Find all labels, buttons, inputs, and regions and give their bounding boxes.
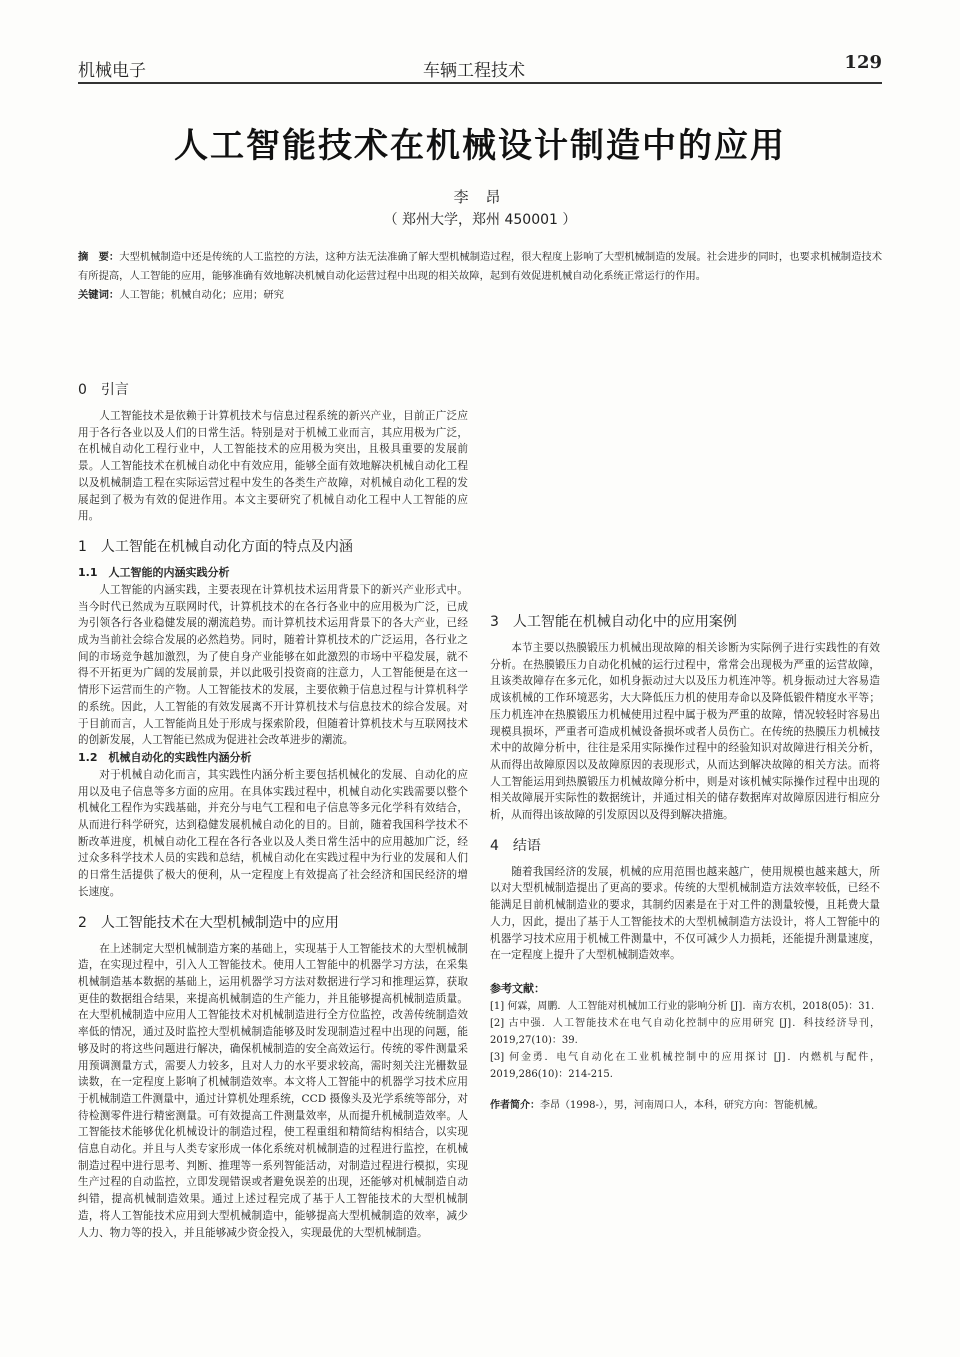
author-bio-label: 作者简介： xyxy=(490,1099,540,1111)
reference-item: [1] 何霖，周鹏．人工智能对机械加工行业的影响分析 [J]．南方农机，2018(05)：31. xyxy=(490,1000,875,1012)
abstract xyxy=(78,248,882,286)
section-heading-2: 2 人工智能技术在大型机械制造中的应用 xyxy=(78,914,339,931)
paper-title: 人工智能技术在机械设计制造中的应用 xyxy=(174,126,786,166)
section-heading-1: 1 人工智能在机械自动化方面的特点及内涵 xyxy=(78,538,353,555)
abstract-label: 摘 要： xyxy=(78,251,120,263)
paragraph-intro: 人工智能技术是依赖于计算机技术与信息过程系统的新兴产业，目前正广泛应用于各行各业以及人们的日常生活。特别是对于机械工业而言，其应用极为广泛，在机械自动化工程行业中，人工智能技术的应用极为突出，且极具重要的发展前景。人工智能技术在机械自动化中有效应用，能够全面有效地解决机械自动化工程以及机械制造工程在实际运营过程中发生的各类生产故障，对机械自动化工程的发展起到了极为有效的促进作用。本文主要研究了机械自动化工程中人工智能的应用。 xyxy=(78,410,468,523)
abstract-block xyxy=(78,248,882,305)
author-bio xyxy=(490,1097,880,1114)
references-heading: 参考文献： xyxy=(490,981,545,995)
section-name: 车辆工程技术 xyxy=(423,61,525,81)
paragraph-3: 本节主要以热膜锻压力机械出现故障的相关诊断为实际例子进行实践性的有效分析。在热膜锻压力自动化机械的运行过程中，常常会出现极为严重的运营故障，且该类故障存在多元化，如机身振动过大以及压力机连冲等。机身振动过大容易造成该机械的工作环境恶劣，大大降低压力机的使用寿命以及降低锻件精度水平等；压力机连冲在热膜锻压力机械使用过程中属于极为严重的故障，情况较轻时容易出现模具损坏，严重者可造成机械设备损坏或者人员伤亡。在传统的热膜压力机械技术中的故障分析中，往往是采用实际操作过程中的经验知识对故障进行相关分析，从而得出故障原因以及故障原因的表现形式，从而达到解决故障的相关方法。而将人工智能运用到热膜锻压力机械故障分析中，则是对该机械实际操作过程中出现的相关故障展开实际性的数据统计，并通过相关的储存数据库对故障原因进行相应分析，从而得出该故障的引发原因以及得到解决措施。 xyxy=(490,642,880,822)
paragraph-1-1: 人工智能的内涵实践，主要表现在计算机技术运用背景下的新兴产业形式中。当今时代已然成为互联网时代，计算机技术的在各行各业中的应用极为广泛，已成为引领各行各业稳健发展的潮流趋势。而计算机技术运用背景下的各大产业，已经成为当前社会综合发展的必然趋势。同时，随着计算机技术的广泛运用，各行业之间的市场竞争越加激烈，为了使自身产业能够在如此激烈的市场中平稳发展，就不得不开拓更为广阔的发展前景，并以此吸引投资商的注意力，人工智能便是在这一情形下运营而生的产物。人工智能技术的发展，主要依赖于信息过程与计算机科学的系统。因此，人工智能的有效发展离不开计算机技术与信息技术的综合发展。对于目前而言，人工智能尚且处于形成与探索阶段，但随着计算机技术与互联网技术的创新发展，人工智能已然成为促进社会改革进步的潮流。 xyxy=(78,583,468,747)
journal-name: 机械电子 xyxy=(78,61,146,81)
section-heading-3: 3 人工智能在机械自动化中的应用案例 xyxy=(490,614,737,630)
keywords-text: 人工智能；机械自动化；应用；研究 xyxy=(119,289,284,301)
abstract-text: 大型机械制造中还是传统的人工监控的方法，这种方法无法准确了解大型机械制造过程，很大程度上影响了大型机械制造的发展。社会进步的同时，也要求机械制造技术有所提高，人工智能的应用，能够准确有效地解决机械自动化运营过程中出现的相关故障，起到有效促进机械自动化系统正常运行的作用。 xyxy=(78,251,882,282)
section-heading-intro: 0 引言 xyxy=(78,382,129,398)
reference-item: [2] 古中强．人工智能技术在电气自动化控制中的应用研究 [J]．科技经济导刊，2019,27(10)：39. xyxy=(490,1017,880,1046)
running-header xyxy=(78,52,882,84)
keywords-label: 关键词： xyxy=(78,289,120,301)
paragraph-4: 随着我国经济的发展，机械的应用范围也越来越广，使用规模也越来越大，所以对大型机械制造提出了更高的要求。传统的大型机械制造方法效率较低，已经不能满足目前机械制造业的要求，其制约因素是在于对工件的测量较慢，且耗费大量人力，因此，提出了基于人工智能技术的大型机械制造方法设计，将人工智能中的机器学习技术应用于机械工件测量中，不仅可减少人力损耗，还能提升测量速度，在一定程度上提升了大型机械制造效率。 xyxy=(490,865,880,962)
reference-item: [3] 何金勇．电气自动化在工业机械控制中的应用探讨 [J]．内燃机与配件，2019,286(10)：214-215. xyxy=(490,1051,880,1080)
paragraph-1-2: 对于机械自动化而言，其实践性内涵分析主要包括机械化的发展、自动化的应用以及电子信息等多方面的应用。在具体实践过程中，机械自动化实践需要以整个机械化工程作为实践基础，并充分与电气工程和电子信息等多元化学科有效结合，从而进行科学研究，达到稳健发展机械自动化的目的。目前，随着我国科学技术不断改革进度，机械自动化工程在各行各业以及人类日常生活中的应用越加广泛，经过众多科学技术人员的实践和总结，机械自动化在实践过程中为行业的发展和人们的日常生活提供了极大的便利，从一定程度上有效提高了社会经济和国民经济的增长速度。 xyxy=(78,768,468,898)
author-bio-text: 李昂（1998-），男，河南周口人，本科，研究方向：智能机械。 xyxy=(540,1099,824,1111)
left-column xyxy=(78,380,468,1242)
author-name: 李 昂 xyxy=(453,188,507,206)
subsection-heading-1-2: 1.2 机械自动化的实践性内涵分析 xyxy=(78,750,252,764)
section-heading-4: 4 结语 xyxy=(490,837,541,854)
paragraph-2: 在上述制定大型机械制造方案的基础上，实现基于人工智能技术的大型机械制造，在实现过程中，引入人工智能技术。使用人工智能中的机器学习方法，在采集机械制造基本数据的基础上，运用机器学习方法对数据进行学习和推理运算，获取更佳的数据组合结果，来提高机械制造的生产能力，并且能够提高机械制造质量。在大型机械制造中应用人工智能技术对机械制造进行全方位监控，改善传统制造效率低的情况，通过及时监控大型机械制造能够及时发现制造过程中出现的问题，能够及时的将这些问题进行解决，确保机械制造的安全高效运行。传统的零件测量采用预调测量方式，需要人力较多，且对人力的水平要求较高，需时刻关注光栅数显读数，在一定程度上影响了机械制造效率。本文将人工智能中的机器学习技术应用于机械制造工件测量中，通过计算机处理系统，CCD 摄像头及光学系统等部分，对待检测零件进行精密测量。可有效提高工件测量效率，从而提升机械制造效率。人工智能技术能够优化机械设计的制造过程，使工程重组和精简结构相结合，以实现信息自动化。并且与人类专家形成一体化系统对机械制造的过程进行监控，在机械制造过程中进行思考、判断、推理等一系列智能活动，对制造过程进行模拟，实现生产过程的自动监控，立即发现错误或者避免误差的出现，还能够对机械制造自动纠错，提高机械制造效果。通过上述过程完成了基于人工智能技术的大型机械制造，将人工智能技术应用到大型机械制造中，能够提高大型机械制造的效率，减少人力、物力等的投入，并且能够减少资金投入，实现最优的大型机械制造。 xyxy=(78,942,468,1239)
author-affiliation: （ 郑州大学，郑州 450001 ） xyxy=(383,212,577,228)
keywords xyxy=(78,286,882,305)
right-column xyxy=(490,380,880,1114)
subsection-heading-1-1: 1.1 人工智能的内涵实践分析 xyxy=(78,565,230,579)
page-number: 129 xyxy=(844,52,882,73)
